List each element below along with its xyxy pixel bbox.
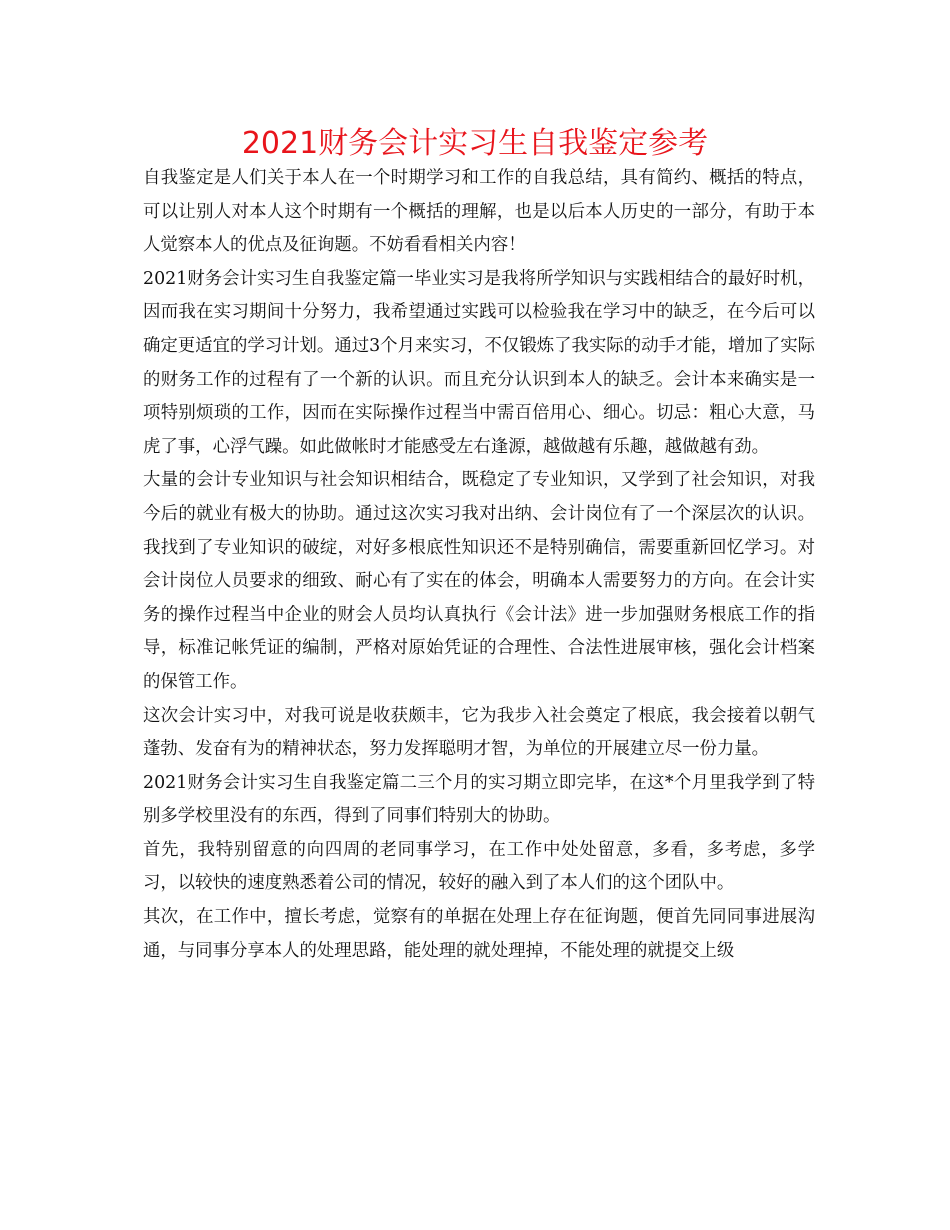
paragraph-harvest: 这次会计实习中，对我可说是收获颇丰，它为我步入社会奠定了根底，我会接着以朝气蓬勃、发奋有为的精神状态，努力发挥聪明才智，为单位的开展建立尽一份力量。 bbox=[143, 705, 815, 760]
paragraph-professional-knowledge: 大量的会计专业知识与社会知识相结合，既稳定了专业知识，又学到了社会知识，对我今后的就业有极大的协助。通过这次实习我对出纳、会计岗位有了一个深层次的认识。我找到了专业知识的破绽，对好多根底性知识还不是特别确信，需要重新回忆学习。对会计岗位人员要求的细致、耐心有了实在的体会，明确本人需要努力的方向。在会计实务的操作过程当中企业的财会人员均认真执行《会计法》进一步加强财务根底工作的指导，标准记帐凭证的编制，严格对原始凭证的合理性、合法性进展审核，强化会计档案的保管工作。 bbox=[143, 470, 815, 692]
paragraph-second: 其次，在工作中，擅长考虑，觉察有的单据在处理上存在征询题，便首先同同事进展沟通，与同事分享本人的处理思路，能处理的就处理掉，不能处理的就提交上级 bbox=[143, 907, 815, 961]
document-title: 2021财务会计实习生自我鉴定参考 bbox=[241, 126, 709, 161]
paragraph-first: 首先，我特别留意的向四周的老同事学习，在工作中处处留意，多看，多考虑，多学习，以较快的速度熟悉着公司的情况，较好的融入到了本人们的这个团队中。 bbox=[143, 839, 815, 894]
paragraph-part-two: 2021财务会计实习生自我鉴定篇二三个月的实习期立即完毕，在这*个月里我学到了特别多学校里没有的东西，得到了同事们特别大的协助。 bbox=[143, 772, 815, 827]
paragraph-intro: 自我鉴定是人们关于本人在一个时期学习和工作的自我总结，具有简约、概括的特点，可以让别人对本人这个时期有一个概括的理解，也是以后本人历史的一部分，有助于本人觉察本人的优点及征询题。不妨看看相关内容！ bbox=[143, 168, 815, 256]
document-body bbox=[143, 162, 815, 968]
paragraph-part-one: 2021财务会计实习生自我鉴定篇一毕业实习是我将所学知识与实践相结合的最好时机，因而我在实习期间十分努力，我希望通过实践可以检验我在学习中的缺乏，在今后可以确定更适宜的学习计划。通过3个月来实习，不仅锻炼了我实际的动手才能，增加了实际的财务工作的过程有了一个新的认识。而且充分认识到本人的缺乏。会计本来确实是一项特别烦琐的工作，因而在实际操作过程当中需百倍用心、细心。切忌：粗心大意，马虎了事，心浮气躁。如此做帐时才能感受左右逢源，越做越有乐趣，越做越有劲。 bbox=[143, 268, 815, 457]
